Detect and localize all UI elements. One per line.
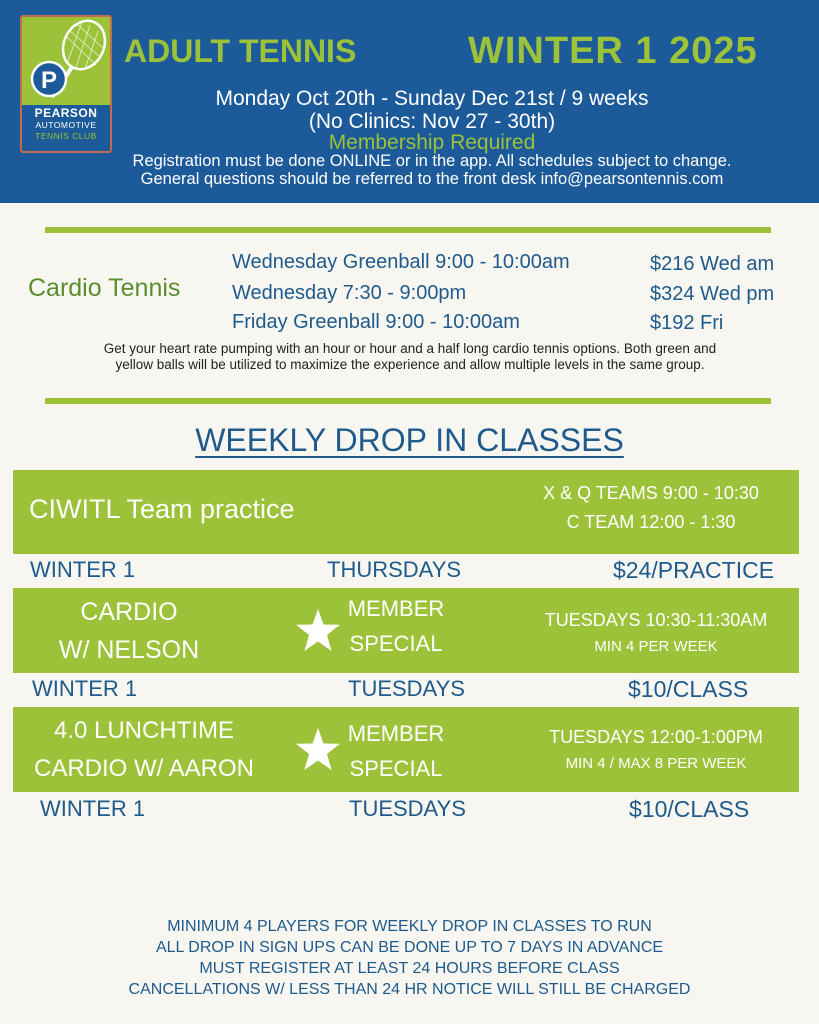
class-name-line-2: CARDIO W/ AARON (33, 755, 255, 782)
divider-top (45, 227, 771, 233)
footer-line-1: MINIMUM 4 PLAYERS FOR WEEKLY DROP IN CLASSES TO RUN (167, 918, 652, 935)
member-special-line-1: MEMBER (347, 721, 445, 746)
class-name-line-1: CARDIO (80, 598, 178, 626)
season-dates: Monday Oct 20th - Sunday Dec 21st / 9 weeks (215, 87, 649, 110)
cardio-price-2: $324 Wed pm (650, 283, 775, 305)
cardio-description-line-1: Get your heart rate pumping with an hour or hour and a half long cardio tennis options. Both green and (103, 341, 717, 356)
class-name: CIWITL Team practice (29, 494, 295, 524)
class-price: $10/CLASS (628, 676, 749, 702)
footer-line-2: ALL DROP IN SIGN UPS CAN BE DONE UP TO 7 DAYS IN ADVANCE (155, 939, 664, 956)
class-band-cardio-nelson (13, 588, 799, 673)
cardio-schedule-2: Wednesday 7:30 - 9:00pm (232, 282, 467, 304)
member-special-line-1: MEMBER (347, 596, 445, 621)
class-times-line-1: X & Q TEAMS 9:00 - 10:30 (543, 483, 759, 503)
class-times-line-2: MIN 4 / MAX 8 PER WEEK (565, 755, 747, 772)
weekly-classes-title: WEEKLY DROP IN CLASSES (195, 422, 624, 458)
class-times-line-2: MIN 4 PER WEEK (594, 638, 718, 655)
membership-note: Membership Required (328, 131, 536, 154)
footer-line-4: CANCELLATIONS W/ LESS THAN 24 HR NOTICE WILL STILL BE CHARGED (128, 981, 691, 998)
member-special-line-2: SPECIAL (349, 756, 443, 781)
class-season: WINTER 1 (40, 796, 146, 821)
header-banner (0, 0, 819, 203)
class-day: THURSDAYS (327, 557, 462, 582)
class-price: $24/PRACTICE (613, 557, 775, 583)
footer-line-3: MUST REGISTER AT LEAST 24 HOURS BEFORE CLASS (199, 960, 620, 977)
season-title: WINTER 1 2025 (468, 30, 758, 72)
class-times-line-2: C TEAM 12:00 - 1:30 (566, 512, 736, 532)
member-special-line-2: SPECIAL (349, 631, 443, 656)
logo-text-pearson: PEARSON (34, 106, 98, 120)
cardio-schedule-3: Friday Greenball 9:00 - 10:00am (232, 311, 520, 333)
cardio-schedule-1: Wednesday Greenball 9:00 - 10:00am (232, 251, 570, 273)
class-season: WINTER 1 (30, 557, 136, 582)
logo-text-tennis-club: TENNIS CLUB (35, 131, 97, 141)
logo-text-automotive: AUTOMOTIVE (35, 120, 97, 130)
cardio-price-3: $192 Fri (650, 312, 724, 334)
class-name-line-2: W/ NELSON (58, 636, 200, 664)
class-price: $10/CLASS (629, 796, 750, 822)
class-day: TUESDAYS (349, 796, 466, 821)
class-name-line-1: 4.0 LUNCHTIME (53, 717, 235, 744)
class-band-ciwitl (13, 470, 799, 554)
no-clinics-note: (No Clinics: Nov 27 - 30th) (308, 110, 556, 133)
class-times-line-1: TUESDAYS 12:00-1:00PM (549, 727, 763, 747)
page-title: ADULT TENNIS (124, 33, 357, 69)
cardio-description-line-2: yellow balls will be utilized to maximize the experience and allow multiple levels in the same group. (115, 357, 705, 372)
divider-bottom (45, 398, 771, 404)
svg-text:P: P (40, 67, 58, 94)
class-day: TUESDAYS (348, 676, 465, 701)
registration-note: Registration must be done ONLINE or in the app. All schedules subject to change. (132, 152, 732, 170)
cardio-price-1: $216 Wed am (650, 253, 775, 275)
cardio-tennis-label: Cardio Tennis (28, 274, 181, 302)
cardio-description (30, 341, 790, 373)
questions-note: General questions should be referred to the front desk info@pearsontennis.com (140, 170, 724, 188)
class-season: WINTER 1 (32, 676, 138, 701)
class-times-line-1: TUESDAYS 10:30-11:30AM (544, 610, 768, 630)
class-band-lunchtime-aaron (13, 707, 799, 792)
